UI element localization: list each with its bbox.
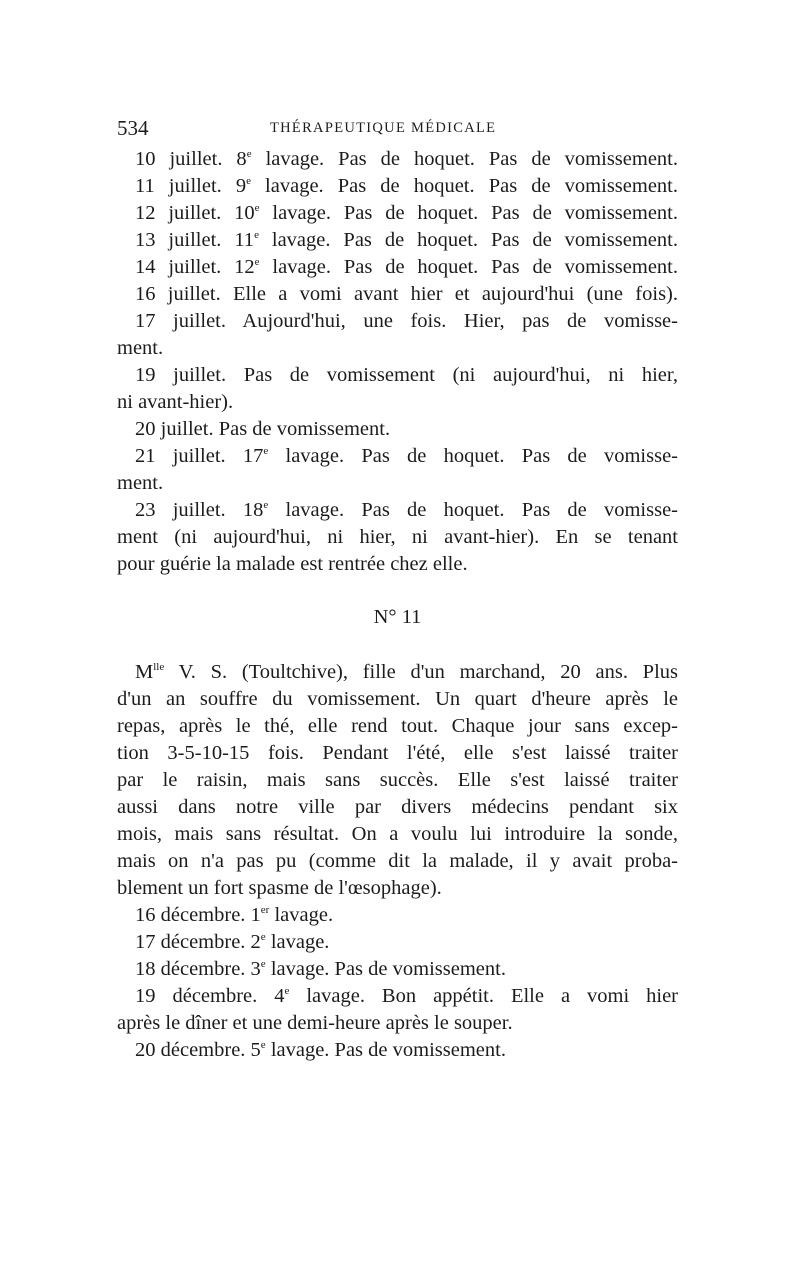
page-header <box>117 116 677 142</box>
text-line: 19 juillet. Pas de vomissement (ni aujourd'hui, ni hier, <box>135 364 678 386</box>
text-line: blement un fort spasme de l'œsophage). <box>117 877 442 899</box>
text-line: 17 décembre. 2e lavage. <box>135 931 330 953</box>
text-line: 16 juillet. Elle a vomi avant hier et aujourd'hui (une fois). <box>135 283 678 305</box>
text-line: d'un an souffre du vomissement. Un quart d'heure après le <box>117 688 678 710</box>
text-line: mois, mais sans résultat. On a voulu lui introduire la sonde, <box>117 823 678 845</box>
text-line: 10 juillet. 8e lavage. Pas de hoquet. Pas de vomissement. <box>135 148 678 170</box>
text-line: repas, après le thé, elle rend tout. Chaque jour sans excep- <box>117 715 678 737</box>
text-line: tion 3-5-10-15 fois. Pendant l'été, elle s'est laissé traiter <box>117 742 678 764</box>
text-line: 14 juillet. 12e lavage. Pas de hoquet. Pas de vomissement. <box>135 256 678 278</box>
text-line: 11 juillet. 9e lavage. Pas de hoquet. Pas de vomissement. <box>135 175 678 197</box>
text-line: ment. <box>117 472 164 494</box>
section-number: N° 11 <box>373 606 422 628</box>
text-line: 18 décembre. 3e lavage. Pas de vomissement. <box>135 958 506 980</box>
text-line: 19 décembre. 4e lavage. Bon appétit. Elle a vomi hier <box>135 985 678 1007</box>
text-line: 23 juillet. 18e lavage. Pas de hoquet. Pas de vomisse- <box>135 499 679 521</box>
text-line: 21 juillet. 17e lavage. Pas de hoquet. Pas de vomisse- <box>135 445 679 467</box>
text-line: 13 juillet. 11e lavage. Pas de hoquet. Pas de vomissement. <box>135 229 678 251</box>
text-line: $M^{lle}$ V. S. (Toultchive), fille d'un marchand, 20 ans. Plus <box>135 661 678 683</box>
case-description <box>117 659 678 1064</box>
text-line: 20 juillet. Pas de vomissement. <box>135 418 391 440</box>
text-line: par le raisin, mais sans succès. Elle s'est laissé traiter <box>117 769 678 791</box>
text-line: mais on n'a pas pu (comme dit la malade, il y avait proba- <box>117 850 678 872</box>
text-line: aussi dans notre ville par divers médecins pendant six <box>117 796 678 818</box>
text-line: 20 décembre. 5e lavage. Pas de vomissement. <box>135 1039 506 1061</box>
daily-entries <box>117 146 678 578</box>
text-line: ment. <box>117 337 164 359</box>
text-line: 16 décembre. 1er lavage. <box>135 904 334 926</box>
page-number: 534 <box>117 116 149 140</box>
text-line: après le dîner et une demi-heure après le souper. <box>117 1012 513 1034</box>
text-line: 17 juillet. Aujourd'hui, une fois. Hier, pas de vomisse- <box>135 310 678 332</box>
text-line: pour guérie la malade est rentrée chez elle. <box>117 553 468 575</box>
text-line: ment (ni aujourd'hui, ni hier, ni avant-hier). En se tenant <box>117 526 678 548</box>
text-line: 12 juillet. 10e lavage. Pas de hoquet. Pas de vomissement. <box>135 202 678 224</box>
running-title: THÉRAPEUTIQUE MÉDICALE <box>270 120 497 136</box>
text-line: ni avant-hier). <box>117 391 234 413</box>
